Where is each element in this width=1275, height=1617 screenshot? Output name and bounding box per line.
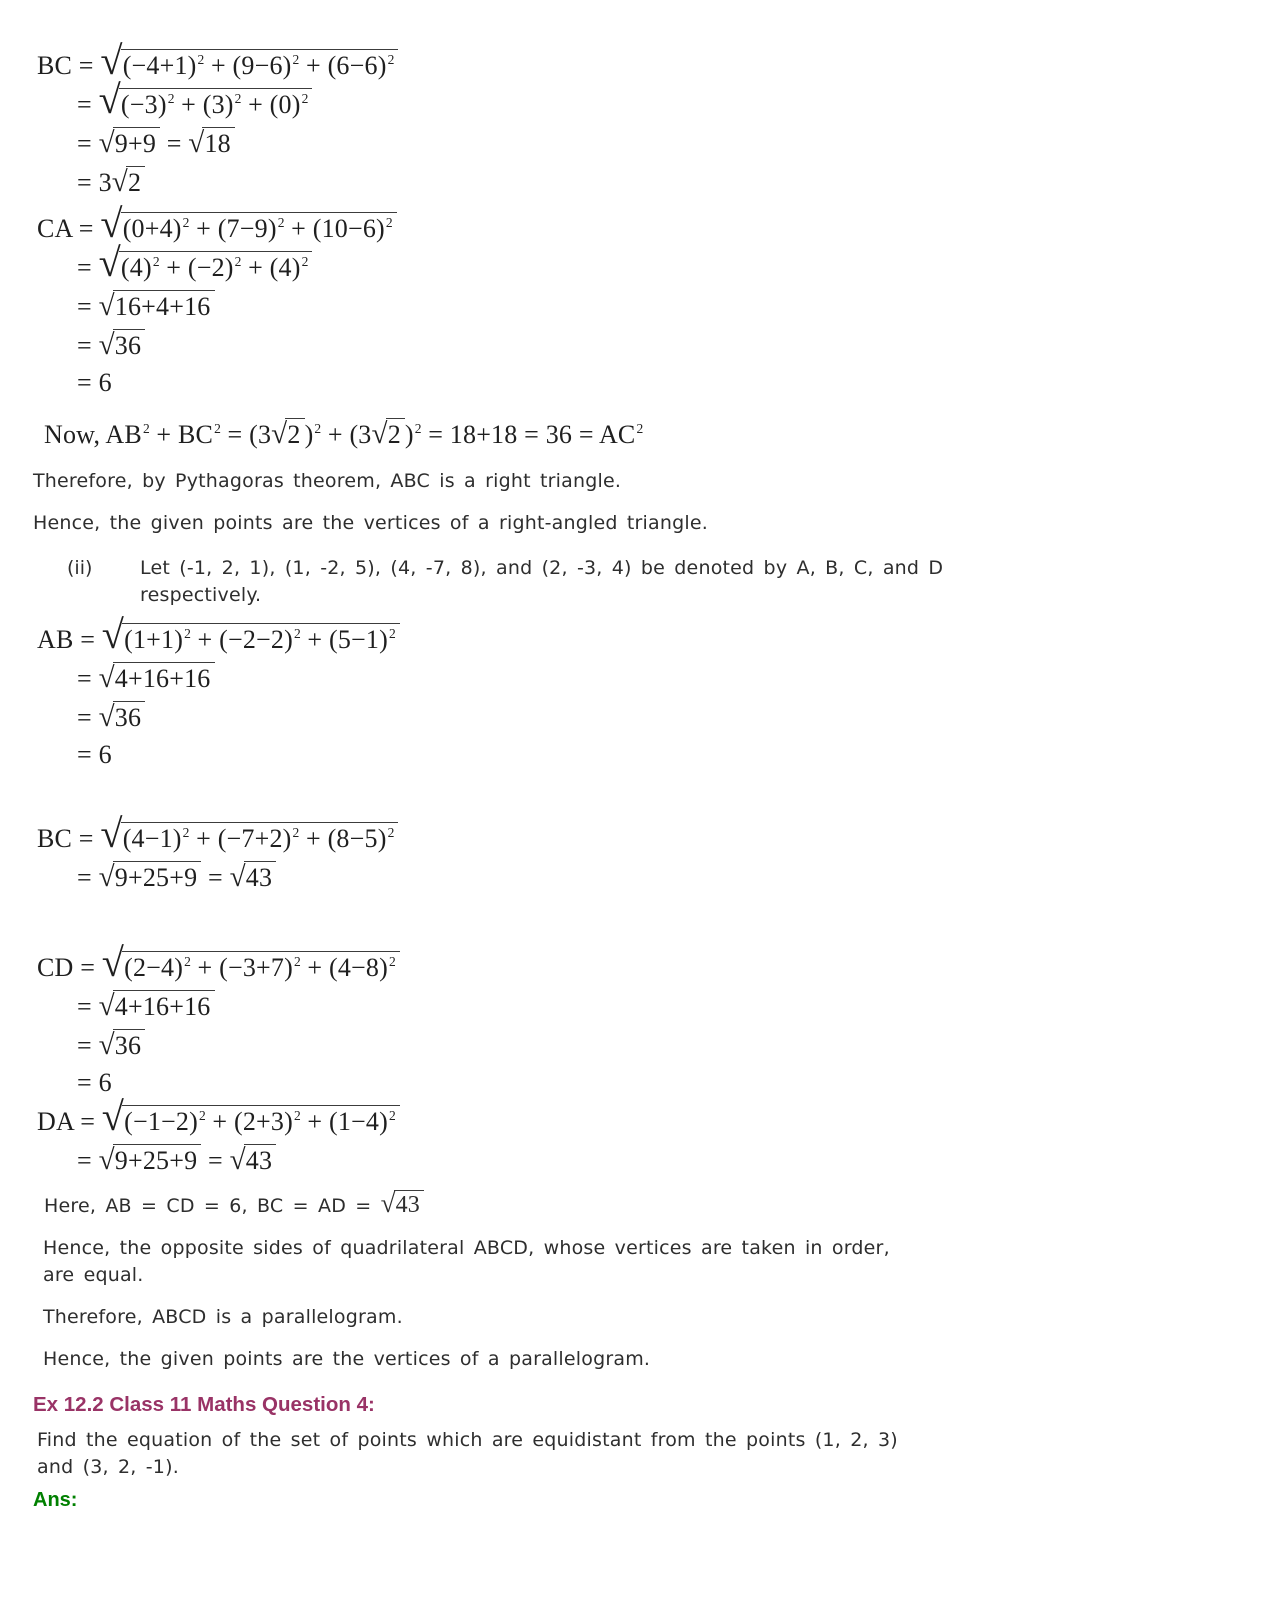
math-line: = √9+25+9 = √43 (37, 1144, 1245, 1176)
radical: √9+9 (99, 129, 160, 158)
radical: √18 (188, 129, 235, 158)
para-vertices-parallelogram: Hence, the given points are the vertices of a parallelogram. (43, 1348, 651, 1370)
math-line: = √9+9 = √18 (37, 127, 1245, 159)
part-ii-intro-text: Let (-1, 2, 1), (1, -2, 5), (4, -7, 8), and (2, -3, 4) be denoted by A, B, C, and D respectively. (140, 557, 944, 606)
math-line: = √4+16+16 (37, 990, 1245, 1022)
radicand: $(1+1)^2 + (-2-2)^2 + (5-1)^2$ (122, 623, 400, 655)
math-line: BC = $√(-4+1)^2 + (9-6)^2 + (6-6)^2$ (37, 49, 1245, 81)
math-line: = √4+16+16 (37, 662, 1245, 694)
radical: √2 (372, 420, 405, 449)
radicand: $(-1-2)^2 + (2+3)^2 + (1-4)^2$ (122, 1105, 400, 1137)
radical: $√(1+1)^2 + (-2-2)^2 + (5-1)^2$ (102, 625, 400, 654)
equation-block-ca-part-i (37, 201, 1245, 398)
radicand: $(-4+1)^2 + (9-6)^2 + (6-6)^2$ (121, 49, 399, 81)
math-line: = 6 (77, 1068, 112, 1097)
radicand: $(2-4)^2 + (-3+7)^2 + (4-8)^2$ (122, 951, 400, 983)
radicand: 2 (285, 418, 304, 450)
radical: √36 (99, 331, 146, 360)
equation-block-ab (37, 612, 1245, 770)
radical: √36 (99, 703, 146, 732)
equation-pythagoras-check: Now, $AB^2 + BC^2 = (3√2$ )$^2$ + (3√2 )$^2 = 18+18 = 36 = AC^2$ (44, 418, 644, 450)
question-4-heading: Ex 12.2 Class 11 Maths Question 4: (33, 1393, 375, 1416)
radical: $√(-1-2)^2 + (2+3)^2 + (1-4)^2$ (102, 1107, 400, 1136)
math-line: CA = $√(0+4)^2 + (7-9)^2 + (10-6)^2$ (37, 212, 1245, 244)
radicand: 43 (244, 1144, 276, 1176)
radicand: $(-3)^2 + (3)^2 + (0)^2$ (119, 88, 312, 120)
radical: √9+25+9 (99, 863, 202, 892)
math-line: AB = $√(1+1)^2 + (-2-2)^2 + (5-1)^2$ (37, 623, 1245, 655)
radicand: 16+4+16 (113, 290, 215, 322)
math-line: CD = $√(2-4)^2 + (-3+7)^2 + (4-8)^2$ (37, 951, 1245, 983)
radical: $√(-4+1)^2 + (9-6)^2 + (6-6)^2$ (100, 51, 398, 80)
equation-block-da (37, 1094, 1245, 1176)
math-line: DA = $√(-1-2)^2 + (2+3)^2 + (1-4)^2$ (37, 1105, 1245, 1137)
radicand: 9+9 (113, 127, 160, 159)
radicand: 18 (202, 127, 234, 159)
part-ii-item (67, 555, 1245, 609)
math-line: = 6 (77, 740, 112, 769)
math-line: BC = $√(4-1)^2 + (-7+2)^2 + (8-5)^2$ (37, 822, 1245, 854)
radicand: 43 (394, 1190, 424, 1219)
math-line: = √9+25+9 = √43 (37, 861, 1245, 893)
radical: $√(4-1)^2 + (-7+2)^2 + (8-5)^2$ (100, 824, 398, 853)
radical: √4+16+16 (99, 664, 215, 693)
equation-block-bc-part-i (37, 38, 1245, 198)
radicand: 9+25+9 (113, 1144, 202, 1176)
answer-label: Ans: (33, 1489, 78, 1511)
math-line: = √36 (37, 329, 1245, 361)
radicand: 36 (113, 701, 145, 733)
math-line: = $√(4)^2 + (-2)^2 + (4)^2$ (37, 251, 1245, 283)
radical: $√(2-4)^2 + (-3+7)^2 + (4-8)^2$ (102, 953, 400, 982)
radical: $√(4)^2 + (-2)^2 + (4)^2$ (99, 253, 313, 282)
radical: √36 (99, 1031, 146, 1060)
radical: √4+16+16 (99, 992, 215, 1021)
equation-block-cd (37, 940, 1245, 1098)
radical: $√(-3)^2 + (3)^2 + (0)^2$ (99, 90, 313, 119)
para-right-angled-conclusion: Hence, the given points are the vertices of a right-angled triangle. (33, 512, 708, 534)
radicand: 2 (126, 166, 145, 198)
math-line: = √36 (37, 1029, 1245, 1061)
radicand: $(4)^2 + (-2)^2 + (4)^2$ (119, 251, 312, 283)
radicand: 4+16+16 (113, 662, 215, 694)
math-line: = 6 (77, 368, 112, 397)
radicand: 4+16+16 (113, 990, 215, 1022)
para-opposite-sides: Hence, the opposite sides of quadrilateral ABCD, whose vertices are taken in order, are equal. (43, 1237, 890, 1286)
radical: √43 (230, 863, 277, 892)
part-ii-marker: (ii) (67, 557, 93, 579)
radicand: 36 (113, 1029, 145, 1061)
radical: $√(0+4)^2 + (7-9)^2 + (10-6)^2$ (100, 214, 396, 243)
math-line: = $√(-3)^2 + (3)^2 + (0)^2$ (37, 88, 1245, 120)
radicand: 9+25+9 (113, 861, 202, 893)
para-pythagoras-conclusion: Therefore, by Pythagoras theorem, ABC is a right triangle. (33, 470, 622, 492)
radical: √2 (271, 420, 304, 449)
math-line: = √36 (37, 701, 1245, 733)
radical: √43 (381, 1192, 424, 1218)
question-4-text: Find the equation of the set of points which are equidistant from the points (1, 2, 3) and (3, 2, -1). (37, 1429, 898, 1478)
radicand: $(0+4)^2 + (7-9)^2 + (10-6)^2$ (121, 212, 397, 244)
radical: √9+25+9 (99, 1146, 202, 1175)
radicand: $(4-1)^2 + (-7+2)^2 + (8-5)^2$ (121, 822, 399, 854)
radicand: 43 (244, 861, 276, 893)
radicand: 2 (386, 418, 405, 450)
math-line: = 3√2 (37, 166, 1245, 198)
radical: √16+4+16 (99, 292, 215, 321)
radical: √43 (230, 1146, 277, 1175)
radical: √2 (112, 168, 145, 197)
para-parallelogram: Therefore, ABCD is a parallelogram. (43, 1306, 403, 1328)
equation-sides-summary: Here, AB = CD = 6, BC = AD = √43 (44, 1190, 1245, 1219)
radicand: 36 (113, 329, 145, 361)
equation-block-bc-part-ii (37, 811, 1245, 893)
math-line: = √16+4+16 (37, 290, 1245, 322)
